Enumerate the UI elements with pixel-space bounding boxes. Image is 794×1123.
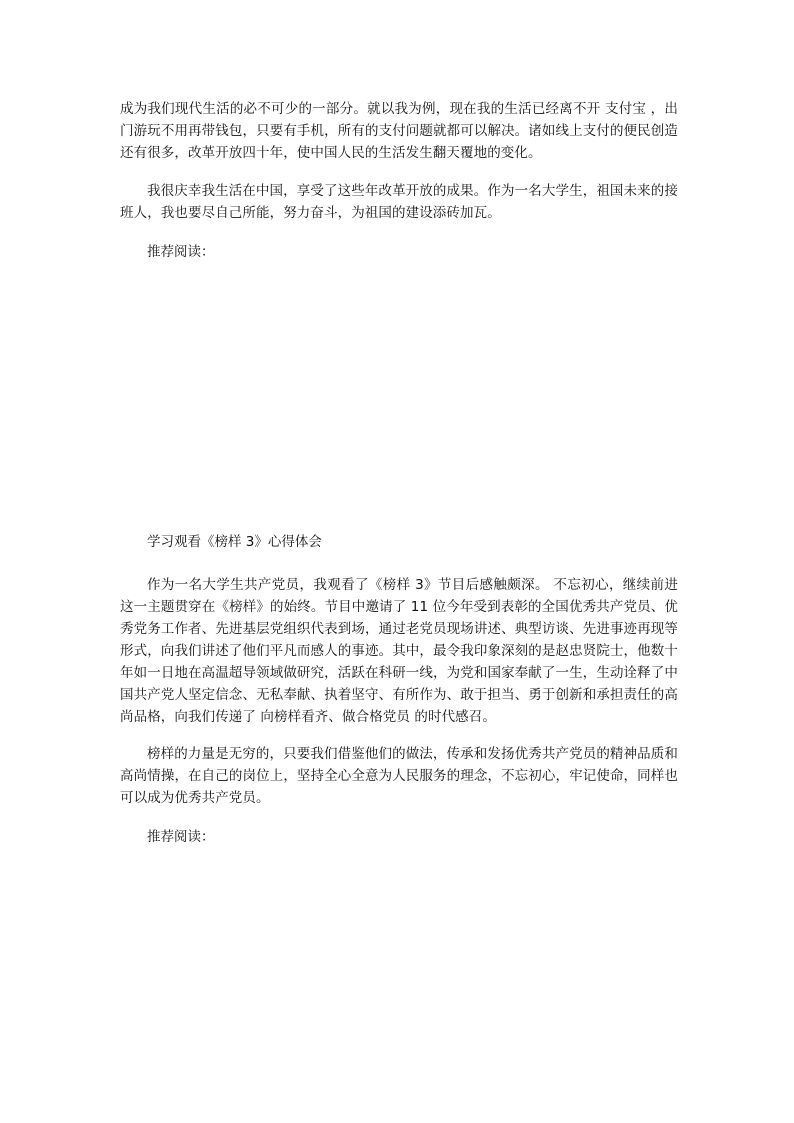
paragraph-continuation: 成为我们现代生活的必不可少的一部分。就以我为例，现在我的生活已经离不开 支付宝 ，出门游玩不用再带钱包，只要有手机，所有的支付问题就都可以解决。诸如线上支付的便民创造还有很多，改革开放四十年，使中国人民的生活发生翻天覆地的变化。 <box>120 101 678 161</box>
paragraph-reform-reflection: 我很庆幸我生活在中国，享受了这些年改革开放的成果。作为一名大学生，祖国未来的接班人，我也要尽自己所能，努力奋斗，为祖国的建设添砖加瓦。 <box>120 183 678 221</box>
paragraph-bangyang-intro: 作为一名大学生共产党员，我观看了《榜样 3》节目后感触颇深。 不忘初心，继续前进 这一主题贯穿在《榜样》的始终。节目中邀请了 11 位今年受到表彰的全国优秀共产党员、优秀党务工作者、先进基层党组织代表到场，通过老党员现场讲述、典型访谈、先进事迹再现等形式，向我们讲述了他们平凡而感人的事迹。其中，最令我印象深刻的是赵忠贤院士，他数十年如一日地在高温超导领域做研究，活跃在科研一线，为党和国家奉献了一生，生动诠释了中国共产党人坚定信念、无私奉献、执着坚守、有所作为、敢于担当、勇于创新和承担责任的高尚品格，向我们传递了 向榜样看齐、做合格党员 的时代感召。 <box>120 577 678 725</box>
paragraph-bangyang-power: 榜样的力量是无穷的，只要我们借鉴他们的做法，传承和发扬优秀共产党员的精神品质和高尚情操，在自己的岗位上，坚持全心全意为人民服务的理念，不忘初心，牢记使命，同样也可以成为优秀共产党员。 <box>120 746 678 806</box>
recommend-reading-label: 推荐阅读： <box>147 244 215 260</box>
recommend-reading-label: 推荐阅读： <box>147 829 215 845</box>
article-title: 学习观看《榜样 3》心得体会 <box>147 534 322 550</box>
